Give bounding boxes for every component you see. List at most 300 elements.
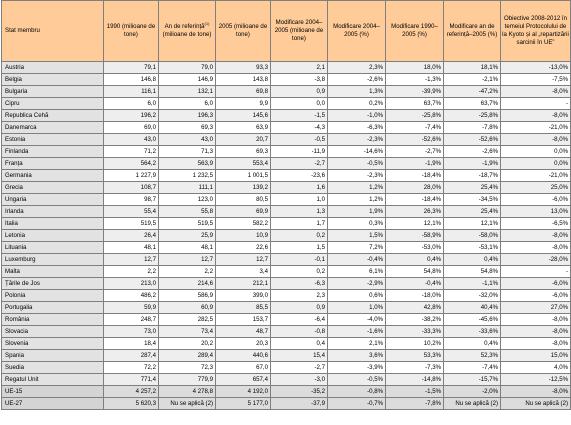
value-cell: -8,0% [501, 86, 571, 98]
value-cell: -2,1% [444, 74, 501, 86]
value-cell: -7,5% [501, 74, 571, 86]
value-cell: -6,0% [501, 290, 571, 302]
value-cell: -2,7 [271, 362, 328, 374]
column-header-4 [271, 1, 328, 62]
value-cell: 20,2 [159, 338, 216, 350]
value-cell: 73,0 [104, 326, 159, 338]
value-cell: 1 232,5 [159, 170, 216, 182]
value-cell: 248,7 [104, 314, 159, 326]
value-cell: 20,3 [216, 338, 271, 350]
column-header-label: Obiective 2008-2012 în temeiul Protocolului de la Kyoto și al „repartizării sarcinii în UE” [502, 15, 569, 46]
value-cell: 6,0 [104, 98, 159, 110]
value-cell: 54,8% [444, 266, 501, 278]
column-header-6 [386, 1, 444, 62]
value-cell: 0,4% [444, 338, 501, 350]
country-cell: Spania [2, 350, 104, 362]
value-cell: 67,0 [216, 362, 271, 374]
value-cell: -8,0% [501, 326, 571, 338]
value-cell: 143,8 [216, 74, 271, 86]
value-cell: -6,3% [328, 122, 386, 134]
value-cell: 60,9 [159, 302, 216, 314]
value-cell: 48,1 [104, 242, 159, 254]
table-row [2, 134, 571, 146]
value-cell: 79,0 [159, 62, 216, 74]
value-cell: 5 177,0 [216, 398, 271, 410]
value-cell: 40,4% [444, 302, 501, 314]
value-cell: -2,6% [444, 146, 501, 158]
value-cell: 79,1 [104, 62, 159, 74]
value-cell: -1,1% [444, 278, 501, 290]
country-cell: Luxemburg [2, 254, 104, 266]
value-cell: 196,3 [159, 110, 216, 122]
value-cell: 0,2 [271, 266, 328, 278]
value-cell: Nu se aplică (2) [159, 398, 216, 410]
column-header-label-cont: (milioane de tone) [162, 31, 212, 38]
value-cell: 1,7 [271, 218, 328, 230]
value-cell: 52,3% [444, 350, 501, 362]
country-cell: Letonia [2, 230, 104, 242]
value-cell: 1,5 [271, 242, 328, 254]
table-row [2, 374, 571, 386]
value-cell: 564,2 [104, 158, 159, 170]
value-cell: 111,1 [159, 182, 216, 194]
value-cell: -0,4% [328, 254, 386, 266]
value-cell: 0,6% [328, 290, 386, 302]
value-cell: -18,4% [386, 194, 444, 206]
value-cell: 0,3% [328, 218, 386, 230]
table-row [2, 290, 571, 302]
country-cell: Portugalia [2, 302, 104, 314]
value-cell: 25,4% [444, 206, 501, 218]
value-cell: -0,5% [328, 158, 386, 170]
table-row [2, 170, 571, 182]
value-cell: 4 257,2 [104, 386, 159, 398]
value-cell: 63,7% [386, 98, 444, 110]
value-cell: 213,0 [104, 278, 159, 290]
value-cell: -14,8% [386, 374, 444, 386]
value-cell: -8,0% [501, 242, 571, 254]
value-cell: 146,9 [159, 74, 216, 86]
value-cell: -6,4 [271, 314, 328, 326]
value-cell: -14,6% [328, 146, 386, 158]
value-cell: 563,9 [159, 158, 216, 170]
column-header-7 [444, 1, 501, 62]
value-cell: 287,4 [104, 350, 159, 362]
value-cell: 586,9 [159, 290, 216, 302]
value-cell: 0,2 [271, 230, 328, 242]
value-cell: 5 620,3 [104, 398, 159, 410]
country-cell: Suedia [2, 362, 104, 374]
value-cell: -8,0% [501, 110, 571, 122]
column-header-label: 2005 (milioane de tone) [218, 23, 268, 38]
value-cell: 1,5% [328, 230, 386, 242]
value-cell: -23,6 [271, 170, 328, 182]
value-cell: -1,9% [444, 158, 501, 170]
value-cell: 69,8 [216, 86, 271, 98]
value-cell: 2,2 [104, 266, 159, 278]
value-cell: 0,0% [501, 146, 571, 158]
value-cell: 2,2 [159, 266, 216, 278]
column-header-label: Modificare 2004–2005 (%) [333, 23, 380, 38]
value-cell: -7,8% [444, 122, 501, 134]
value-cell: 12,1% [386, 218, 444, 230]
value-cell: 139,2 [216, 182, 271, 194]
value-cell: 1,3 [271, 206, 328, 218]
value-cell: -47,2% [444, 86, 501, 98]
country-cell: UE-27 [2, 398, 104, 410]
value-cell: -18,7% [444, 170, 501, 182]
table-row [2, 74, 571, 86]
value-cell: 0,4% [444, 254, 501, 266]
value-cell: 43,0 [104, 134, 159, 146]
table-row [2, 86, 571, 98]
table-row [2, 326, 571, 338]
value-cell: 214,6 [159, 278, 216, 290]
value-cell: Nu se aplică (2) [444, 398, 501, 410]
value-cell: -6,3 [271, 278, 328, 290]
value-cell: -0,7% [328, 398, 386, 410]
value-cell: 440,6 [216, 350, 271, 362]
table-row [2, 110, 571, 122]
value-cell: 582,2 [216, 218, 271, 230]
value-cell: -1,9% [386, 158, 444, 170]
value-cell: 1,6 [271, 182, 328, 194]
value-cell: 7,2% [328, 242, 386, 254]
value-cell: 4 278,8 [159, 386, 216, 398]
value-cell: Nu se aplică (2) [501, 398, 571, 410]
value-cell: 28,0% [386, 182, 444, 194]
value-cell: 2,1 [271, 62, 328, 74]
value-cell: -2,3% [328, 170, 386, 182]
value-cell: 4,0% [501, 362, 571, 374]
column-header-8 [501, 1, 571, 62]
value-cell: 6,1% [328, 266, 386, 278]
value-cell: 55,4 [104, 206, 159, 218]
value-cell: -34,5% [444, 194, 501, 206]
value-cell: 69,0 [104, 122, 159, 134]
country-cell: Slovenia [2, 338, 104, 350]
value-cell: -2,0% [444, 386, 501, 398]
value-cell: 1,3% [328, 86, 386, 98]
value-cell: 145,6 [216, 110, 271, 122]
value-cell: 779,9 [159, 374, 216, 386]
value-cell: 0,9 [271, 86, 328, 98]
value-cell: -52,6% [386, 134, 444, 146]
table-body [2, 62, 571, 410]
value-cell: 12,1% [444, 218, 501, 230]
value-cell: 73,4 [159, 326, 216, 338]
value-cell: 123,0 [159, 194, 216, 206]
value-cell: 771,4 [104, 374, 159, 386]
value-cell: -2,6% [328, 74, 386, 86]
table-row [2, 158, 571, 170]
country-cell: Austria [2, 62, 104, 74]
table-row [2, 386, 571, 398]
value-cell: 2,1% [328, 338, 386, 350]
value-cell: -0,5 [271, 134, 328, 146]
table-row [2, 230, 571, 242]
value-cell: -58,0% [444, 230, 501, 242]
value-cell: 22,6 [216, 242, 271, 254]
table-row [2, 362, 571, 374]
table-row [2, 242, 571, 254]
value-cell: -45,6% [444, 314, 501, 326]
value-cell: -33,3% [386, 326, 444, 338]
value-cell: 2,3 [271, 290, 328, 302]
country-cell: Estonia [2, 134, 104, 146]
value-cell: 519,5 [159, 218, 216, 230]
column-header-3 [216, 1, 271, 62]
value-cell: 15,0% [501, 350, 571, 362]
value-cell: 0,4% [386, 254, 444, 266]
value-cell: 553,4 [216, 158, 271, 170]
footnote-marker: (1) [204, 20, 210, 26]
value-cell: 12,7 [104, 254, 159, 266]
value-cell: 71,3 [159, 146, 216, 158]
value-cell: -1,5 [271, 110, 328, 122]
value-cell: -32,0% [444, 290, 501, 302]
table-row [2, 254, 571, 266]
value-cell: -6,0% [501, 278, 571, 290]
value-cell: 1,0% [328, 302, 386, 314]
value-cell: -8,0% [501, 230, 571, 242]
country-cell: Malta [2, 266, 104, 278]
value-cell: 0,0% [501, 158, 571, 170]
value-cell: -2,3% [328, 134, 386, 146]
value-cell: 26,3% [386, 206, 444, 218]
value-cell: -8,0% [501, 338, 571, 350]
table-row [2, 122, 571, 134]
value-cell: 72,2 [104, 362, 159, 374]
table-row [2, 314, 571, 326]
value-cell: -0,1 [271, 254, 328, 266]
value-cell: 54,8% [386, 266, 444, 278]
value-cell: 18,1% [444, 62, 501, 74]
value-cell: 0,0 [271, 98, 328, 110]
value-cell: 132,1 [159, 86, 216, 98]
country-cell: Bulgaria [2, 86, 104, 98]
value-cell: 72,3 [159, 362, 216, 374]
value-cell: 289,4 [159, 350, 216, 362]
value-cell: 53,3% [386, 350, 444, 362]
value-cell: -2,9% [328, 278, 386, 290]
value-cell: -53,0% [386, 242, 444, 254]
value-cell: 25,4% [444, 182, 501, 194]
value-cell: -3,0 [271, 374, 328, 386]
country-cell: România [2, 314, 104, 326]
value-cell: 1,0 [271, 194, 328, 206]
table-row [2, 62, 571, 74]
value-cell: 657,4 [216, 374, 271, 386]
value-cell: 9,9 [216, 98, 271, 110]
value-cell: 48,1 [159, 242, 216, 254]
value-cell: 196,2 [104, 110, 159, 122]
table-row [2, 350, 571, 362]
value-cell: -39,9% [386, 86, 444, 98]
value-cell: -37,9 [271, 398, 328, 410]
country-cell: Italia [2, 218, 104, 230]
value-cell: - [501, 98, 571, 110]
column-header-label: Stat membru [5, 27, 40, 34]
value-cell: 59,9 [104, 302, 159, 314]
value-cell: 20,7 [216, 134, 271, 146]
column-header-label: An de referință [164, 23, 205, 30]
value-cell: 25,0% [501, 182, 571, 194]
value-cell: -38,2% [386, 314, 444, 326]
table-row [2, 146, 571, 158]
value-cell: 10,9 [216, 230, 271, 242]
value-cell: 4 192,0 [216, 386, 271, 398]
value-cell: 146,8 [104, 74, 159, 86]
value-cell: 282,5 [159, 314, 216, 326]
value-cell: -1,3% [386, 74, 444, 86]
country-cell: Țările de Jos [2, 278, 104, 290]
value-cell: 15,4 [271, 350, 328, 362]
value-cell: -6,5% [501, 218, 571, 230]
value-cell: -13,0% [501, 62, 571, 74]
value-cell: 42,8% [386, 302, 444, 314]
country-cell: Regatul Unit [2, 374, 104, 386]
value-cell: -0,5% [328, 374, 386, 386]
value-cell: 1,2% [328, 182, 386, 194]
column-header-1 [104, 1, 159, 62]
value-cell: 212,1 [216, 278, 271, 290]
value-cell: 25,9 [159, 230, 216, 242]
value-cell: -25,8% [386, 110, 444, 122]
value-cell: 3,4 [216, 266, 271, 278]
value-cell: -28,0% [501, 254, 571, 266]
country-cell: Germania [2, 170, 104, 182]
table-row [2, 338, 571, 350]
table-row [2, 182, 571, 194]
value-cell: -53,1% [444, 242, 501, 254]
value-cell: 69,3 [216, 146, 271, 158]
value-cell: 12,7 [159, 254, 216, 266]
column-header-label: 1990 (milioane de tone) [106, 23, 156, 38]
value-cell: -21,0% [501, 170, 571, 182]
value-cell: -7,4% [386, 122, 444, 134]
country-cell: Franța [2, 158, 104, 170]
value-cell: 1 001,5 [216, 170, 271, 182]
country-cell: Finlanda [2, 146, 104, 158]
value-cell: 71,2 [104, 146, 159, 158]
value-cell: 69,3 [159, 122, 216, 134]
emissions-table [1, 0, 571, 410]
table-row [2, 98, 571, 110]
country-cell: Belgia [2, 74, 104, 86]
value-cell: 13,0% [501, 206, 571, 218]
table-row [2, 302, 571, 314]
value-cell: 55,8 [159, 206, 216, 218]
value-cell: -1,6% [328, 326, 386, 338]
column-header-5 [328, 1, 386, 62]
value-cell: 48,7 [216, 326, 271, 338]
country-cell: UE-15 [2, 386, 104, 398]
value-cell: 10,2% [386, 338, 444, 350]
value-cell: -3,8 [271, 74, 328, 86]
value-cell: -0,4% [386, 278, 444, 290]
value-cell: 108,7 [104, 182, 159, 194]
column-header-0 [2, 1, 104, 62]
value-cell: -1,5% [386, 386, 444, 398]
table-row [2, 218, 571, 230]
value-cell: -3,9% [328, 362, 386, 374]
value-cell: -7,3% [386, 362, 444, 374]
table-row [2, 398, 571, 410]
value-cell: 80,5 [216, 194, 271, 206]
value-cell: - [501, 266, 571, 278]
value-cell: 0,2% [328, 98, 386, 110]
value-cell: -33,6% [444, 326, 501, 338]
value-cell: -25,8% [444, 110, 501, 122]
value-cell: 18,0% [386, 62, 444, 74]
value-cell: 63,9 [216, 122, 271, 134]
value-cell: -8,0% [501, 134, 571, 146]
value-cell: 0,9 [271, 302, 328, 314]
value-cell: -7,8% [386, 398, 444, 410]
value-cell: -4,0% [328, 314, 386, 326]
column-header-label: Modificare 2004–2005 (milioane de tone) [274, 19, 324, 42]
value-cell: 6,0 [159, 98, 216, 110]
value-cell: 12,7 [216, 254, 271, 266]
value-cell: 26,4 [104, 230, 159, 242]
country-cell: Republica Cehă [2, 110, 104, 122]
value-cell: -15,7% [444, 374, 501, 386]
value-cell: -52,6% [444, 134, 501, 146]
value-cell: 18,4 [104, 338, 159, 350]
country-cell: Grecia [2, 182, 104, 194]
value-cell: -6,0% [501, 194, 571, 206]
column-header-2 [159, 1, 216, 62]
value-cell: -18,0% [386, 290, 444, 302]
value-cell: 3,6% [328, 350, 386, 362]
value-cell: 98,7 [104, 194, 159, 206]
column-header-label: Modificare an de referință–2005 (%) [446, 23, 498, 38]
value-cell: -2,7 [271, 158, 328, 170]
value-cell: 2,3% [328, 62, 386, 74]
table-row [2, 206, 571, 218]
value-cell: 43,0 [159, 134, 216, 146]
country-cell: Slovacia [2, 326, 104, 338]
value-cell: 93,3 [216, 62, 271, 74]
country-cell: Lituania [2, 242, 104, 254]
value-cell: 1,9% [328, 206, 386, 218]
column-header-label: Modificare 1990–2005 (%) [391, 23, 438, 38]
value-cell: -35,2 [271, 386, 328, 398]
value-cell: 1,2% [328, 194, 386, 206]
value-cell: 399,0 [216, 290, 271, 302]
table-row [2, 278, 571, 290]
country-cell: Danemarca [2, 122, 104, 134]
country-cell: Cipru [2, 98, 104, 110]
value-cell: -21,0% [501, 122, 571, 134]
value-cell: 27,0% [501, 302, 571, 314]
value-cell: -11,9 [271, 146, 328, 158]
value-cell: 0,4 [271, 338, 328, 350]
value-cell: -12,5% [501, 374, 571, 386]
header-row [2, 1, 571, 62]
value-cell: 486,2 [104, 290, 159, 302]
value-cell: 63,7% [444, 98, 501, 110]
value-cell: 85,5 [216, 302, 271, 314]
value-cell: -2,7% [386, 146, 444, 158]
value-cell: -4,3 [271, 122, 328, 134]
value-cell: -7,4% [444, 362, 501, 374]
country-cell: Irlanda [2, 206, 104, 218]
value-cell: -18,4% [386, 170, 444, 182]
country-cell: Ungaria [2, 194, 104, 206]
value-cell: 519,5 [104, 218, 159, 230]
